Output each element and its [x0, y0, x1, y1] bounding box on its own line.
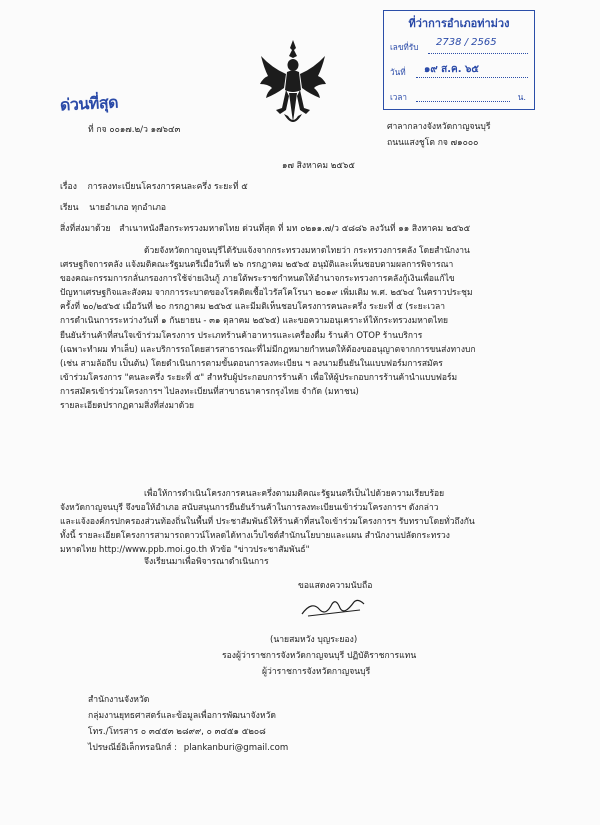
- date-value: ๑๙ ส.ค. ๖๕: [424, 64, 479, 75]
- sender-address-line2: ถนนแสงชูโต กจ ๗๑๐๐๐: [387, 138, 479, 148]
- sender-address-line1: ศาลากลางจังหวัดกาญจนบุรี: [387, 122, 491, 132]
- urgent-stamp: ด่วนที่สุด: [59, 92, 119, 115]
- subject-label: เรื่อง: [60, 182, 77, 192]
- signer-title-1: รองผู้ว่าราชการจังหวัดกาญจนบุรี ปฏิบัติราชการแทน: [222, 651, 417, 661]
- body-line: และแจ้งองค์กรปกครองส่วนท้องถิ่นในพื้นที่ ประชาสัมพันธ์ให้ร้านค้าที่สนใจเข้าร่วมโครงการฯ รับทราบโดยทั่วถึงกัน: [60, 517, 475, 528]
- time-label: เวลา: [390, 92, 408, 102]
- enclosure-text: สำเนาหนังสือกระทรวงมหาดไทย ด่วนที่สุด ที่ มท ๐๒๑๑.๗/ว ๕๘๘๖ ลงวันที่ ๑๑ สิงหาคม ๒๕๖๕: [119, 224, 471, 234]
- recipient-text: นายอำเภอ ทุกอำเภอ: [89, 203, 167, 213]
- body-line: การสมัครเข้าร่วมโครงการฯ ไปลงทะเบียนที่สาขาธนาคารกรุงไทย จำกัด (มหาชน): [60, 386, 359, 397]
- body-line: ของคณะกรรมการกลั่นกรองการใช้จ่ายเงินกู้ ภายใต้พระราชกำหนดให้อำนาจกระทรวงการคลังกู้เงินเพื่อแก้ไข: [60, 274, 455, 285]
- subject-text: การลงทะเบียนโครงการคนละครึ่ง ระยะที่ ๕: [87, 182, 248, 192]
- body-line: มหาดไทย http://www.ppb.moi.go.th หัวข้อ "ข่าวประชาสัมพันธ์": [60, 545, 310, 556]
- signer-name: (นายสมหวัง บุญระยอง): [270, 635, 358, 645]
- receipt-no-label: เลขที่รับ: [390, 42, 419, 52]
- body-line: ด้วยจังหวัดกาญจนบุรีได้รับแจ้งจากกระทรวงมหาดไทยว่า กระทรวงการคลัง โดยสำนักงาน: [144, 246, 470, 256]
- body-line: ทั้งนี้ รายละเอียดโครงการสามารถดาวน์โหลดได้ทางเว็บไซต์สำนักนโยบายและแผน สำนักงานปลัดกระทรวง: [60, 531, 450, 542]
- enclosure-label: สิ่งที่ส่งมาด้วย: [60, 224, 111, 234]
- garuda-emblem: [258, 38, 328, 130]
- body-line: ครั้งที่ ๒๐/๒๕๖๕ เมื่อวันที่ ๒๐ กรกฎาคม ๒๕๖๕ และมีมติเห็นชอบโครงการคนละครึ่ง ระยะที่ ๕ (ระยะเวลา: [60, 302, 445, 313]
- body-line: ปัญหาเศรษฐกิจและสังคม จากการระบาดของโรคติดเชื้อไวรัสโคโรนา ๒๐๑๙ เพิ่มเติม พ.ศ. ๒๕๖๔ ในคราวประชุม: [60, 288, 473, 299]
- time-suffix: น.: [517, 92, 526, 102]
- signature-scribble-icon: [298, 594, 370, 622]
- closing-salutation: ขอแสดงความนับถือ: [298, 581, 373, 591]
- body-line: (เช่น สามล้อถีบ เป็นต้น) โดยดำเนินการตามขั้นตอนการลงทะเบียน ฯ ลงนามยืนยันในแบบฟอร์มการสมัคร: [60, 358, 443, 369]
- date-line: [416, 77, 528, 78]
- body-line: จังหวัดกาญจนบุรี จึงขอให้อำเภอ สนับสนุนการยืนยันร้านค้าในการลงทะเบียนเข้าร่วมโครงการฯ ดังกล่าว: [60, 503, 439, 514]
- enclosure-row: [60, 223, 470, 235]
- body-line: ยืนยันร้านค้าที่สนใจเข้าร่วมโครงการ ประเภทร้านค้าอาหารและเครื่องดื่ม ร้านค้า OTOP ร้านบริการ: [60, 330, 423, 341]
- body-line: รายละเอียดปรากฏตามสิ่งที่ส่งมาด้วย: [60, 401, 195, 412]
- time-line: [416, 101, 510, 102]
- footer-email-row: [88, 742, 288, 754]
- receipt-no-line: [428, 53, 528, 54]
- receipt-no-value: 2738 / 2565: [436, 37, 497, 48]
- receipt-stamp: [383, 10, 535, 110]
- body-line: การดำเนินการระหว่างวันที่ ๑ กันยายน - ๓๑ ตุลาคม ๒๕๖๕) และขอความอนุเคราะห์ให้กระทรวงมหาดไทย: [60, 316, 448, 327]
- document-date: ๑๗ สิงหาคม ๒๕๖๕: [282, 161, 355, 171]
- signature: [298, 594, 370, 626]
- footer-email[interactable]: plankanburi@gmail.com: [183, 743, 289, 753]
- body-line: เศรษฐกิจการคลัง แจ้งมติคณะรัฐมนตรีเมื่อวันที่ ๒๖ กรกฎาคม ๒๕๖๕ อนุมัติและเห็นชอบตามผลการพิจารณา: [60, 260, 454, 271]
- body-line: (เฉพาะทำผม ทำเล็บ) และบริการรถโดยสารสาธารณะที่ไม่มีกฎหมายกำหนดให้ต้องขออนุญาตจากการขนส่งทางบก: [60, 344, 476, 355]
- subject-row: [60, 181, 248, 193]
- footer-office: สำนักงานจังหวัด: [88, 695, 150, 705]
- recipient-label: เรียน: [60, 203, 79, 213]
- body-line: เพื่อให้การดำเนินโครงการคนละครึ่งตามมติคณะรัฐมนตรีเป็นไปด้วยความเรียบร้อย: [144, 489, 445, 499]
- body-paragraph-2: [60, 487, 530, 557]
- date-label: วันที่: [390, 67, 406, 77]
- footer-division: กลุ่มงานยุทธศาสตร์และข้อมูลเพื่อการพัฒนาจังหวัด: [88, 711, 276, 721]
- receipt-stamp-title: ที่ว่าการอำเภอท่าม่วง: [408, 17, 510, 30]
- body-paragraph-3: จึงเรียนมาเพื่อพิจารณาดำเนินการ: [144, 557, 269, 567]
- garuda-icon: [258, 38, 328, 130]
- footer-phone: โทร./โทรสาร ๐ ๓๔๕๓ ๒๘๙๙, ๐ ๓๔๕๑ ๕๒๐๘: [88, 727, 266, 737]
- recipient-row: [60, 202, 166, 214]
- signer-title-2: ผู้ว่าราชการจังหวัดกาญจนบุรี: [262, 667, 371, 677]
- body-line: เข้าร่วมโครงการ "คนละครึ่ง ระยะที่ ๕" สำหรับผู้ประกอบการร้านค้า เพื่อให้ผู้ประกอบการร้านค้านำแบบฟอร์ม: [60, 372, 458, 383]
- body-paragraph-1: [60, 244, 530, 413]
- document-reference: ที่ กจ ๐๐๑๗.๒/ว ๑๗๖๔๓: [88, 125, 181, 135]
- footer-email-label: ไปรษณีย์อิเล็กทรอนิกส์ :: [88, 743, 178, 753]
